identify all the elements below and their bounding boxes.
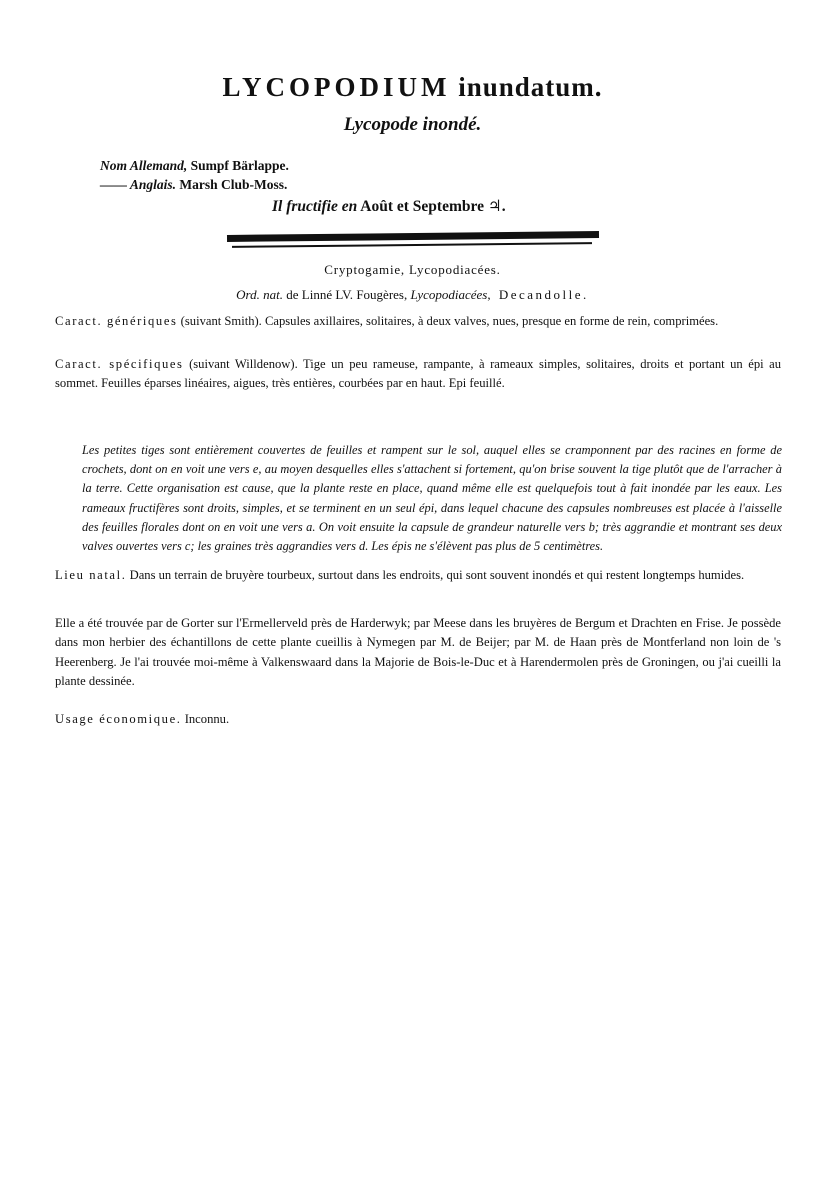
specific-characters-paragraph <box>55 355 781 394</box>
common-names <box>100 156 289 194</box>
usage-text: Inconnu. <box>184 712 230 726</box>
divider-thick <box>227 231 599 242</box>
german-label: Nom Allemand, <box>100 158 188 173</box>
habitat-paragraph <box>55 566 781 585</box>
specific-characters-heading: Caract. spécifiques <box>55 357 184 371</box>
fougeres-class: Fougères, <box>356 287 408 302</box>
usage-paragraph <box>55 710 781 729</box>
english-label: —— Anglais. <box>100 177 177 192</box>
french-name: Lycopode inondé. <box>343 114 482 135</box>
german-name-row <box>100 156 289 175</box>
german-value: Sumpf Bärlappe. <box>190 158 289 173</box>
fructification-line <box>272 196 506 216</box>
fructification-months: Août et Septembre ♃. <box>360 198 506 215</box>
genus-name: LYCOPODIUM <box>222 72 451 102</box>
locality-paragraph: Elle a été trouvée par de Gorter sur l'Ermellerveld près de Harderwyk; par Meese dans les bruyères de Bergum et Drachten en Frise. Je possède dans mon herbier des échantillons de cette plante cueillis à Nymegen par M. de Beijer; par M. de Haan près de Montferland non loin de 's Heerenberg. Je l'ai trouvée moi-même à Valkenswaard dans la Majorie de Bois-le-Duc et à Harendermolen près de Groningen, ou j'ai cueilli la plante dessinée. <box>55 616 781 688</box>
divider-thin <box>232 242 592 247</box>
linne-class: de Linné LV. <box>286 287 354 302</box>
classification-line-1: Cryptogamie, Lycopodiacées. <box>324 262 501 277</box>
species-name: inundatum. <box>458 72 603 102</box>
decandolle-class: , Decandolle. <box>487 287 589 302</box>
fructification-prefix: Il fructifie en <box>272 198 358 215</box>
generic-characters-heading: Caract. génériques <box>55 314 178 328</box>
usage-heading: Usage économique. <box>55 712 182 726</box>
generic-characters-text: (suivant Smith). Capsules axillaires, solitaires, à deux valves, nues, presque en forme de rein, comprimées. <box>180 314 719 328</box>
classification-line-2 <box>0 287 825 303</box>
generic-characters-paragraph <box>55 312 781 331</box>
ord-nat-label: Ord. nat. <box>236 287 283 302</box>
english-value: Marsh Club-Moss. <box>179 177 288 192</box>
description-paragraph: Les petites tiges sont entièrement couvertes de feuilles et rampent sur le sol, auquel elles se cramponnent par des racines en forme de crochets, dont on en voit une vers e, au moyen desquelles elles s'attachent si fortement, qu'on brise souvent la tige plutôt que de l'arracher à la terre. Cette organisation est cause, que la plante reste en place, quand même elle est quelquefois tout à fait inondée par les eaux. Les rameaux fructifères sont droits, simples, et se terminent en un seul épi, dans lequel chacune des capsules nombreuses est placée à l'aisselle des feuilles florales dont on en voit une vers a. On voit ensuite la capsule de grandeur naturelle vers b; très aggrandie et montrant ses deux valves ouvertes vers c; les graines très aggrandies vers d. Les épis ne s'élèvent pas plus de 5 centimètres. <box>82 443 782 554</box>
lycopodiacees-class: Lycopodiacées <box>410 287 488 302</box>
habitat-text: Dans un terrain de bruyère tourbeux, surtout dans les endroits, qui sont souvent inondés et qui restent longtemps humides. <box>129 568 745 582</box>
specific-characters-text: (suivant Willdenow). Tige un peu rameuse, rampante, à rameaux simples, solitaires, droits et portant un épi au sommet. Feuilles éparses linéaires, aigues, très entières, courbées par en haut. Epi feuillé. <box>55 357 781 391</box>
english-name-row <box>100 175 289 194</box>
habitat-heading: Lieu natal. <box>55 568 127 582</box>
page-title <box>0 72 825 103</box>
